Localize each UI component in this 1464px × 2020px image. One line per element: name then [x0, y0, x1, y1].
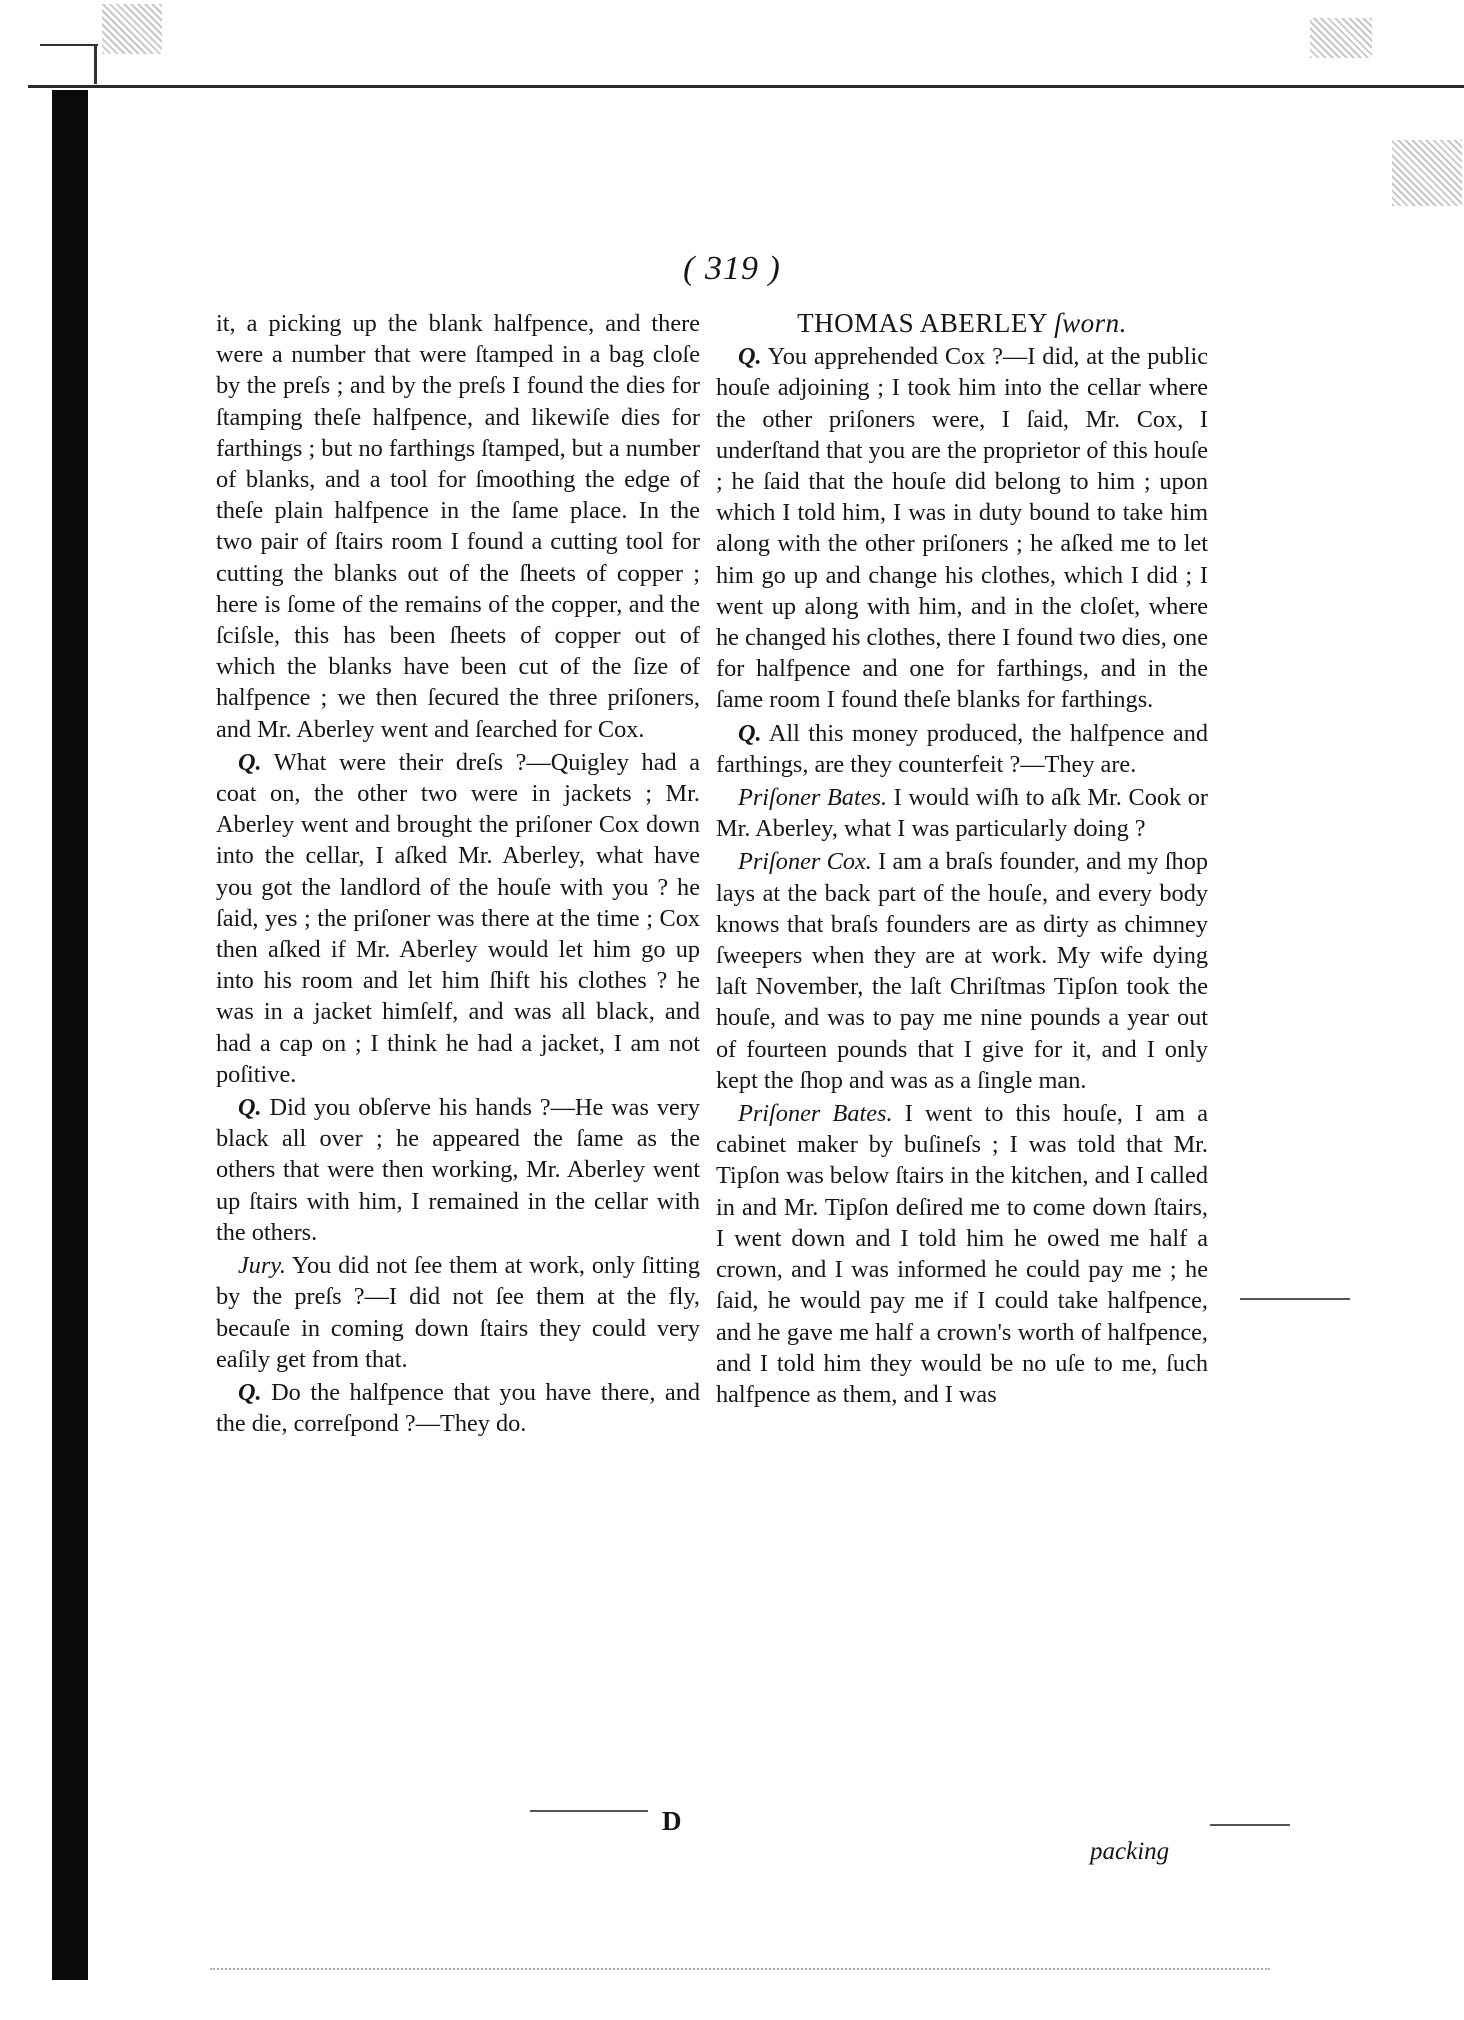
paragraph-text: All this money produced, the halfpence and farthings, are they counterfeit ?—They are. [716, 719, 1209, 778]
page-number: ( 319 ) [683, 250, 781, 287]
paragraph [716, 1098, 1208, 1410]
margin-rule [530, 1810, 648, 1812]
scan-bottom-noise [210, 1968, 1270, 1980]
paragraph-text: You apprehended Cox ?—I did, at the public houſe adjoining ; I took him into the cellar where the other priſoners were, I ſaid, Mr. Cox, I underſtand that you are the proprietor of this houſe ; he ſaid that the houſe did belong to him ; upon which I told him, I was in duty bound to take him along with the other priſoners ; he aſked me to let him go up and change his clothes, which I did ; I went up along with him, and in the cloſet, where he changed his clothes, there I found two dies, one for halfpence and one for farthings, and in the ſame room I found theſe blanks for farthings. [716, 343, 1208, 714]
paragraph-text: I would wiſh to aſk Mr. Cook or Mr. Aberley, what I was particularly doing ? [716, 784, 1209, 843]
margin-rule [1240, 1298, 1350, 1300]
paragraph [716, 341, 1208, 715]
catchword: packing [1090, 1838, 1170, 1865]
speaker-label: Priſoner Cox. [738, 848, 872, 876]
paragraph-text: What were their dreſs ?—Quigley had a coat on, the other two were in jackets ; Mr. Aberley went and brought the priſoner Cox down into the cellar, I aſked Mr. Aberley, what have you got the landlord of the houſe with you ? he ſaid, yes ; the priſoner was there at the time ; Cox then aſked if Mr. Aberley would let him go up into his room and let him ſhift his clothes ? he was in a jacket himſelf, and was all black, and had a cap on ; I think he had a jacket, I am not poſitive. [216, 748, 700, 1088]
paragraph [216, 747, 700, 1090]
paragraph-text: You did not ſee them at work, only ſitting by the preſs ?—I did not ſee them at the fly, becauſe in coming down ſtairs they could very eaſily get from that. [216, 1252, 700, 1373]
signature-mark: D [662, 1806, 682, 1836]
witness-heading [716, 308, 1208, 339]
speaker-label: Priſoner Bates. [738, 784, 888, 812]
paragraph-text: Do the halfpence that you have there, and the die, correſpond ?—They do. [216, 1378, 700, 1438]
paragraph [216, 1377, 700, 1439]
paragraph-text: Did you obſerve his hands ?—He was very black all over ; he appeared the ſame as the others that were then working, Mr. Aberley went up ſtairs with him, I remained in the cellar with the others. [216, 1094, 700, 1246]
speaker-label: Priſoner Bates. [738, 1100, 893, 1128]
margin-rule [1210, 1824, 1290, 1826]
question-mark: Q. [738, 343, 762, 371]
paragraph [716, 846, 1208, 1096]
scan-speckle [1310, 18, 1372, 58]
paragraph: it, a picking up the blank halfpence, and there were a number that were ſtamped in a bag cloſe by the preſs ; and by the preſs I found the dies for ſtamping theſe halfpence, and likewiſe dies for farthings ; but no farthings ſtamped, but a number of blanks, and a tool for ſmoothing the edge of theſe plain halfpence in the ſame place. In the two pair of ſtairs room I found a cutting tool for cutting the blanks out of the ſheets of copper ; here is ſome of the remains of the copper, and the ſciſsle, this has been ſheets of copper out of which the blanks have been cut of the ſize of halfpence ; we then ſecured the three priſoners, and Mr. Aberley went and ſearched for Cox. [216, 310, 700, 743]
speaker-label: Jury. [238, 1252, 286, 1280]
scan-corner-mark [40, 44, 98, 52]
paragraph [216, 1092, 700, 1248]
scan-speckle [102, 4, 162, 54]
paragraph [216, 1250, 700, 1375]
paragraph-text: I went to this houſe, I am a cabinet maker by buſineſs ; I was told that Mr. Tipſon was below ſtairs in the kitchen, and I called in and Mr. Tipſon deſired me to come down ſtairs, I went down and I told him he owed me half a crown, and I was informed he could pay me ; he ſaid, he would pay me if I could take halfpence, and he gave me half a crown's worth of halfpence, and I told him they would be no uſe to me, ſuch halfpence as them, and I was [716, 1100, 1208, 1408]
paragraph [716, 782, 1208, 844]
question-mark: Q. [738, 719, 762, 747]
witness-name: THOMAS ABERLEY [797, 308, 1047, 338]
question-mark: Q. [238, 1094, 262, 1122]
book-spine-shadow [52, 90, 88, 1980]
witness-role: ſworn. [1054, 308, 1127, 338]
paragraph [716, 718, 1208, 780]
scan-top-rule [28, 85, 1464, 88]
right-column [716, 308, 1208, 1412]
scan-speckle [1392, 140, 1462, 206]
question-mark: Q. [238, 748, 262, 776]
paragraph-text: I am a braſs founder, and my ſhop lays at the back part of the houſe, and every body knows that braſs founders are as dirty as chimney ſweepers when they are at work. My wife dying laſt November, the laſt Chriſtmas Tipſon took the houſe, and was to pay me nine pounds a year out of fourteen pounds that I give for it, and I only kept the ſhop and was as a ſingle man. [716, 848, 1208, 1094]
question-mark: Q. [238, 1378, 262, 1406]
left-column [216, 308, 700, 1441]
